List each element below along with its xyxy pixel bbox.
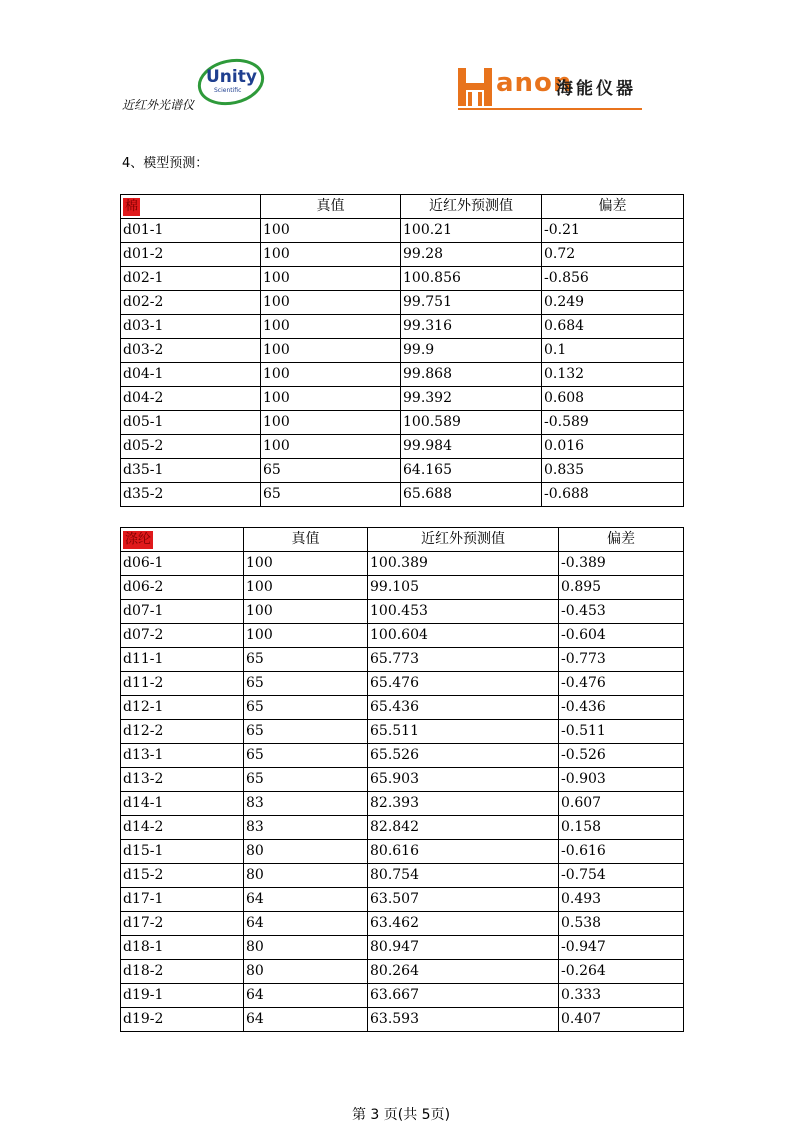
sample-id-cell: d06-1 bbox=[121, 552, 244, 576]
table-row bbox=[121, 840, 684, 864]
true-value-cell: 100 bbox=[261, 411, 401, 435]
unity-logo-subtext: Scientific bbox=[214, 87, 242, 94]
hanon-chinese-name: 海能仪器 bbox=[556, 79, 636, 99]
table-row bbox=[121, 435, 684, 459]
nir-prediction-cell: 99.9 bbox=[401, 339, 542, 363]
table-row bbox=[121, 792, 684, 816]
nir-prediction-cell: 82.393 bbox=[368, 792, 559, 816]
sample-id-cell: d18-1 bbox=[121, 936, 244, 960]
deviation-cell: -0.903 bbox=[559, 768, 684, 792]
sample-id-cell: d06-2 bbox=[121, 576, 244, 600]
true-value-cell: 64 bbox=[244, 1008, 368, 1032]
sample-id-cell: d35-2 bbox=[121, 483, 261, 507]
deviation-cell: -0.773 bbox=[559, 648, 684, 672]
nir-prediction-cell: 64.165 bbox=[401, 459, 542, 483]
unity-scientific-logo bbox=[196, 56, 266, 112]
nir-prediction-cell: 63.593 bbox=[368, 1008, 559, 1032]
true-value-cell: 100 bbox=[244, 576, 368, 600]
hanon-underline bbox=[458, 108, 642, 110]
sample-id-cell: d05-1 bbox=[121, 411, 261, 435]
deviation-cell: -0.264 bbox=[559, 960, 684, 984]
polyester-prediction-table bbox=[120, 527, 684, 1032]
deviation-cell: 0.132 bbox=[542, 363, 684, 387]
table-row bbox=[121, 936, 684, 960]
section-heading: 4、模型预测： bbox=[122, 156, 209, 171]
nir-prediction-cell: 65.526 bbox=[368, 744, 559, 768]
true-value-cell: 100 bbox=[244, 552, 368, 576]
deviation-cell: 0.835 bbox=[542, 459, 684, 483]
sample-id-cell: d13-1 bbox=[121, 744, 244, 768]
nir-prediction-cell: 65.773 bbox=[368, 648, 559, 672]
sample-id-cell: d14-2 bbox=[121, 816, 244, 840]
sample-type-header bbox=[121, 195, 261, 219]
deviation-cell: 0.72 bbox=[542, 243, 684, 267]
deviation-cell: -0.436 bbox=[559, 696, 684, 720]
nir-prediction-cell: 100.604 bbox=[368, 624, 559, 648]
nir-prediction-header: 近红外预测值 bbox=[401, 195, 542, 219]
true-value-cell: 80 bbox=[244, 960, 368, 984]
sample-id-cell: d17-2 bbox=[121, 912, 244, 936]
deviation-cell: 0.1 bbox=[542, 339, 684, 363]
sample-id-cell: d19-1 bbox=[121, 984, 244, 1008]
sample-id-cell: d11-2 bbox=[121, 672, 244, 696]
deviation-cell: -0.21 bbox=[542, 219, 684, 243]
sample-id-cell: d04-2 bbox=[121, 387, 261, 411]
true-value-cell: 100 bbox=[261, 363, 401, 387]
table-row bbox=[121, 267, 684, 291]
nir-prediction-cell: 99.868 bbox=[401, 363, 542, 387]
table-row bbox=[121, 411, 684, 435]
deviation-cell: -0.856 bbox=[542, 267, 684, 291]
table-row bbox=[121, 243, 684, 267]
table-row bbox=[121, 696, 684, 720]
deviation-cell: -0.389 bbox=[559, 552, 684, 576]
table-row bbox=[121, 576, 684, 600]
hanon-logo bbox=[456, 66, 646, 114]
nir-prediction-cell: 80.754 bbox=[368, 864, 559, 888]
true-value-cell: 65 bbox=[244, 744, 368, 768]
deviation-cell: 0.538 bbox=[559, 912, 684, 936]
deviation-cell: 0.249 bbox=[542, 291, 684, 315]
table-row bbox=[121, 387, 684, 411]
hanon-h-mark-icon bbox=[456, 66, 494, 108]
true-value-cell: 100 bbox=[244, 600, 368, 624]
table-row bbox=[121, 816, 684, 840]
nir-prediction-cell: 99.751 bbox=[401, 291, 542, 315]
deviation-cell: -0.947 bbox=[559, 936, 684, 960]
sample-id-cell: d04-1 bbox=[121, 363, 261, 387]
deviation-cell: 0.895 bbox=[559, 576, 684, 600]
sample-id-cell: d02-1 bbox=[121, 267, 261, 291]
table-row bbox=[121, 768, 684, 792]
table-row bbox=[121, 984, 684, 1008]
true-value-cell: 80 bbox=[244, 840, 368, 864]
nir-prediction-cell: 65.436 bbox=[368, 696, 559, 720]
nir-prediction-cell: 99.105 bbox=[368, 576, 559, 600]
sample-id-cell: d02-2 bbox=[121, 291, 261, 315]
deviation-cell: -0.604 bbox=[559, 624, 684, 648]
sample-id-cell: d01-1 bbox=[121, 219, 261, 243]
sample-id-cell: d13-2 bbox=[121, 768, 244, 792]
material-label-highlight: 棉 bbox=[125, 199, 139, 214]
true-value-header: 真值 bbox=[244, 528, 368, 552]
true-value-cell: 83 bbox=[244, 792, 368, 816]
sample-id-cell: d35-1 bbox=[121, 459, 261, 483]
sample-id-cell: d14-1 bbox=[121, 792, 244, 816]
table-row bbox=[121, 672, 684, 696]
table-row bbox=[121, 720, 684, 744]
page-footer: 第 3 页(共 5页) bbox=[351, 1107, 451, 1123]
table-row bbox=[121, 219, 684, 243]
table-row bbox=[121, 960, 684, 984]
table-row bbox=[121, 912, 684, 936]
table-header-row bbox=[121, 195, 684, 219]
nir-prediction-cell: 63.507 bbox=[368, 888, 559, 912]
table-row bbox=[121, 648, 684, 672]
hanon-brand-text: anon bbox=[496, 68, 573, 98]
deviation-header: 偏差 bbox=[559, 528, 684, 552]
nir-prediction-cell: 63.667 bbox=[368, 984, 559, 1008]
nir-prediction-cell: 80.616 bbox=[368, 840, 559, 864]
table-row bbox=[121, 363, 684, 387]
true-value-cell: 65 bbox=[244, 672, 368, 696]
nir-prediction-cell: 65.476 bbox=[368, 672, 559, 696]
sample-id-cell: d01-2 bbox=[121, 243, 261, 267]
deviation-cell: -0.511 bbox=[559, 720, 684, 744]
deviation-cell: 0.158 bbox=[559, 816, 684, 840]
true-value-cell: 80 bbox=[244, 864, 368, 888]
nir-prediction-cell: 99.28 bbox=[401, 243, 542, 267]
deviation-cell: -0.476 bbox=[559, 672, 684, 696]
sample-id-cell: d15-2 bbox=[121, 864, 244, 888]
true-value-cell: 65 bbox=[261, 459, 401, 483]
sample-id-cell: d12-1 bbox=[121, 696, 244, 720]
true-value-cell: 64 bbox=[244, 984, 368, 1008]
true-value-cell: 64 bbox=[244, 888, 368, 912]
nir-prediction-cell: 65.511 bbox=[368, 720, 559, 744]
true-value-cell: 65 bbox=[261, 483, 401, 507]
nir-prediction-cell: 100.21 bbox=[401, 219, 542, 243]
true-value-cell: 65 bbox=[244, 720, 368, 744]
deviation-cell: 0.407 bbox=[559, 1008, 684, 1032]
nir-prediction-cell: 82.842 bbox=[368, 816, 559, 840]
true-value-cell: 100 bbox=[261, 291, 401, 315]
true-value-cell: 65 bbox=[244, 648, 368, 672]
nir-prediction-cell: 80.264 bbox=[368, 960, 559, 984]
true-value-cell: 100 bbox=[244, 624, 368, 648]
table-row bbox=[121, 483, 684, 507]
nir-prediction-cell: 99.392 bbox=[401, 387, 542, 411]
nir-prediction-cell: 100.453 bbox=[368, 600, 559, 624]
deviation-cell: 0.333 bbox=[559, 984, 684, 1008]
table-row bbox=[121, 624, 684, 648]
table-row bbox=[121, 291, 684, 315]
true-value-cell: 64 bbox=[244, 912, 368, 936]
true-value-cell: 80 bbox=[244, 936, 368, 960]
deviation-cell: -0.453 bbox=[559, 600, 684, 624]
sample-id-cell: d07-2 bbox=[121, 624, 244, 648]
table-row bbox=[121, 888, 684, 912]
deviation-cell: 0.607 bbox=[559, 792, 684, 816]
true-value-header: 真值 bbox=[261, 195, 401, 219]
true-value-cell: 65 bbox=[244, 696, 368, 720]
page-header bbox=[0, 0, 802, 130]
true-value-cell: 100 bbox=[261, 387, 401, 411]
nir-prediction-cell: 65.688 bbox=[401, 483, 542, 507]
sample-id-cell: d11-1 bbox=[121, 648, 244, 672]
true-value-cell: 100 bbox=[261, 243, 401, 267]
nir-prediction-cell: 99.984 bbox=[401, 435, 542, 459]
sample-id-cell: d12-2 bbox=[121, 720, 244, 744]
true-value-cell: 83 bbox=[244, 816, 368, 840]
deviation-cell: -0.688 bbox=[542, 483, 684, 507]
unity-logo-text: Unity bbox=[206, 67, 257, 87]
nir-prediction-cell: 100.389 bbox=[368, 552, 559, 576]
deviation-cell: 0.684 bbox=[542, 315, 684, 339]
true-value-cell: 100 bbox=[261, 315, 401, 339]
table-row bbox=[121, 339, 684, 363]
true-value-cell: 100 bbox=[261, 339, 401, 363]
sample-type-header bbox=[121, 528, 244, 552]
table-row bbox=[121, 315, 684, 339]
table-row bbox=[121, 600, 684, 624]
table-row bbox=[121, 744, 684, 768]
true-value-cell: 100 bbox=[261, 267, 401, 291]
sample-id-cell: d07-1 bbox=[121, 600, 244, 624]
sample-id-cell: d15-1 bbox=[121, 840, 244, 864]
table-header-row bbox=[121, 528, 684, 552]
deviation-cell: -0.589 bbox=[542, 411, 684, 435]
sample-id-cell: d05-2 bbox=[121, 435, 261, 459]
nir-prediction-cell: 100.856 bbox=[401, 267, 542, 291]
nir-prediction-cell: 65.903 bbox=[368, 768, 559, 792]
true-value-cell: 100 bbox=[261, 435, 401, 459]
true-value-cell: 65 bbox=[244, 768, 368, 792]
nir-prediction-cell: 63.462 bbox=[368, 912, 559, 936]
nir-prediction-cell: 99.316 bbox=[401, 315, 542, 339]
instrument-caption: 近红外光谱仪 bbox=[122, 98, 195, 112]
sample-id-cell: d18-2 bbox=[121, 960, 244, 984]
nir-prediction-header: 近红外预测值 bbox=[368, 528, 559, 552]
table-row bbox=[121, 1008, 684, 1032]
deviation-cell: 0.016 bbox=[542, 435, 684, 459]
nir-prediction-cell: 80.947 bbox=[368, 936, 559, 960]
deviation-cell: 0.608 bbox=[542, 387, 684, 411]
nir-prediction-cell: 100.589 bbox=[401, 411, 542, 435]
table-row bbox=[121, 552, 684, 576]
deviation-cell: -0.754 bbox=[559, 864, 684, 888]
deviation-cell: -0.616 bbox=[559, 840, 684, 864]
sample-id-cell: d03-1 bbox=[121, 315, 261, 339]
deviation-cell: -0.526 bbox=[559, 744, 684, 768]
sample-id-cell: d19-2 bbox=[121, 1008, 244, 1032]
material-label-highlight: 涤纶 bbox=[125, 532, 152, 547]
deviation-cell: 0.493 bbox=[559, 888, 684, 912]
true-value-cell: 100 bbox=[261, 219, 401, 243]
sample-id-cell: d03-2 bbox=[121, 339, 261, 363]
cotton-prediction-table bbox=[120, 194, 684, 507]
deviation-header: 偏差 bbox=[542, 195, 684, 219]
sample-id-cell: d17-1 bbox=[121, 888, 244, 912]
table-row bbox=[121, 864, 684, 888]
table-row bbox=[121, 459, 684, 483]
